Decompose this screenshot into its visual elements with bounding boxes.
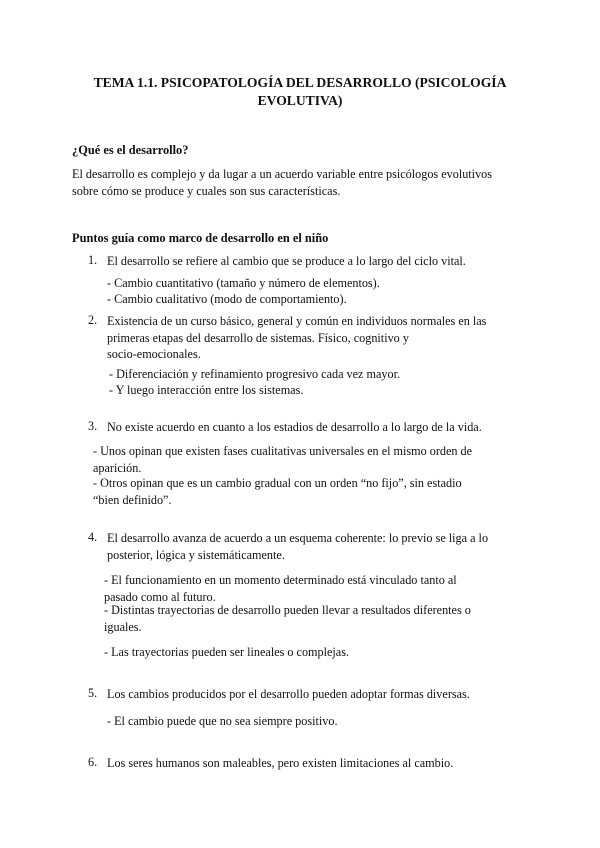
sub-item: [104, 644, 349, 661]
sub-item: [109, 382, 303, 399]
item-line: Existencia de un curso básico, general y común en individuos normales en las: [107, 314, 487, 328]
list-number: 3.: [88, 419, 98, 433]
list-number: 5.: [88, 686, 98, 700]
paragraph-line: sobre cómo se produce y cuales son sus características.: [72, 183, 341, 198]
sub-item: [107, 291, 347, 308]
document-title: [60, 74, 540, 110]
item-line: Los cambios producidos por el desarrollo pueden adoptar formas diversas.: [107, 687, 470, 701]
sub-line: - Cambio cualitativo (modo de comportamiento).: [107, 292, 347, 306]
list-number: 6.: [88, 755, 98, 769]
paragraph-line: El desarrollo es complejo y da lugar a un acuerdo variable entre psicólogos evolutivos: [72, 167, 492, 181]
section-heading-que-es: ¿Qué es el desarrollo?: [72, 143, 189, 157]
list-number: 1.: [88, 253, 98, 267]
sub-line: - Diferenciación y refinamiento progresivo cada vez mayor.: [109, 367, 401, 381]
sub-line: - Unos opinan que existen fases cualitativas universales en el mismo orden de: [93, 444, 473, 458]
sub-item: [109, 366, 400, 383]
intro-paragraph: [72, 166, 492, 199]
sub-line: - Otros opinan que es un cambio gradual con un orden “no fijo”, sin estadio: [93, 476, 462, 490]
sub-item: [107, 275, 380, 292]
list-number: 4.: [88, 530, 98, 544]
sub-line: - Cambio cuantitativo (tamaño y número de elementos).: [107, 276, 380, 290]
item-line: No existe acuerdo en cuanto a los estadios de desarrollo a lo largo de la vida.: [107, 420, 482, 434]
sub-line: pasado como al futuro.: [104, 589, 216, 604]
list-item-text: [107, 686, 527, 703]
item-line: Los seres humanos son maleables, pero existen limitaciones al cambio.: [107, 756, 454, 770]
sub-line: - Y luego interacción entre los sistemas.: [109, 383, 304, 397]
sub-line: iguales.: [104, 619, 142, 634]
sub-line: - El funcionamiento en un momento determinado está vinculado tanto al: [104, 573, 457, 587]
item-line: posterior, lógica y sistemáticamente.: [107, 547, 285, 562]
section-heading-puntos-guia: Puntos guía como marco de desarrollo en el niño: [72, 231, 329, 245]
sub-line: aparición.: [93, 460, 142, 475]
list-item-text: [107, 313, 527, 363]
item-line: El desarrollo avanza de acuerdo a un esquema coherente: lo previo se liga a lo: [107, 531, 489, 545]
list-number: 2.: [88, 313, 98, 327]
title-line-1: TEMA 1.1. PSICOPATOLOGÍA DEL DESARROLLO (PSICOLOGÍA: [93, 75, 507, 90]
sub-item: [104, 602, 471, 635]
sub-line: “bien definido”.: [93, 492, 172, 507]
sub-line: - Distintas trayectorias de desarrollo pueden llevar a resultados diferentes o: [104, 603, 471, 617]
sub-item: [104, 572, 457, 605]
title-line-2: EVOLUTIVA): [257, 93, 343, 108]
list-item-text: [107, 419, 527, 436]
sub-line: - El cambio puede que no sea siempre positivo.: [107, 714, 338, 728]
item-line: primeras etapas del desarrollo de sistemas. Físico, cognitivo y: [107, 330, 409, 345]
item-line: El desarrollo se refiere al cambio que se produce a lo largo del ciclo vital.: [107, 254, 466, 268]
list-item-text: [107, 755, 527, 772]
item-line: socio-emocionales.: [107, 347, 201, 361]
sub-item: [107, 713, 338, 730]
sub-line: - Las trayectorias pueden ser lineales o complejas.: [104, 645, 350, 659]
list-item-text: [107, 530, 527, 563]
list-item-text: [107, 253, 527, 270]
sub-item: [93, 443, 472, 476]
sub-item: [93, 475, 462, 508]
